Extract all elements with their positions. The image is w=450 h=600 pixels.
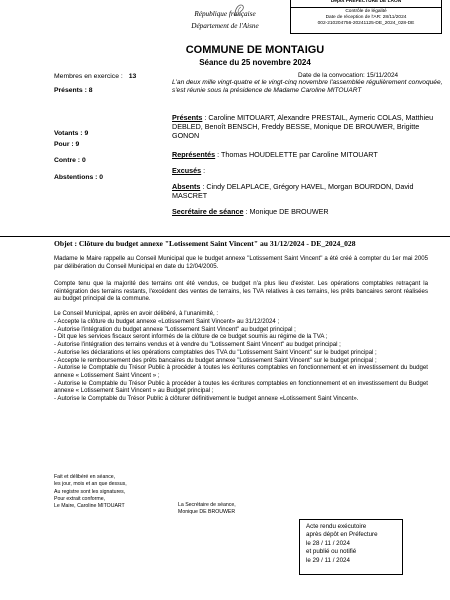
absents-paragraph — [172, 182, 444, 200]
decision-item: - Accepte la clôture du budget annexe «Lotissement Saint Vincent» au 31/12/2024 ; — [54, 318, 280, 325]
decision-item: - Autorise le Comptable du Trésor Public à procéder à toutes les écritures comptables en fonctionnement et en investissement du Budget annexe « Lotissement Saint Vincent » au Budget principal ; — [54, 379, 428, 395]
header-republique — [170, 8, 280, 32]
seance-date: Séance du 25 novembre 2024 — [199, 58, 311, 67]
absents-text: : Cindy DELAPLACE, Grégory HAVEL, Morgan BOURDON, David MASCRET — [172, 182, 414, 201]
stamp-date-reception: Date de réception de l'AR: 28/11/2024 — [325, 15, 407, 20]
acte-date-publication: le 29 / 11 / 2024 — [306, 556, 350, 564]
signature-line: Le Maire, Caroline MITOUART — [54, 503, 125, 510]
body-paragraph-3: Le Conseil Municipal, après en avoir délibéré, à l'unanimité, : — [54, 310, 219, 317]
acte-executoire-box — [299, 519, 403, 575]
divider-line — [0, 236, 450, 237]
commune-title: COMMUNE DE MONTAIGU — [185, 44, 325, 56]
contre-count: Contre : 0 — [54, 157, 86, 164]
secretaire-text: : Monique DE BROUWER — [243, 207, 329, 216]
stamp-identifiant: 002-210204756-20241125-DE_2024_028-DE — [317, 21, 415, 26]
presents-count: Présents : 8 — [54, 87, 93, 94]
marianne-logo-icon — [232, 3, 246, 17]
body-paragraph-1: Madame le Maire rappelle au Conseil Municipal que le budget annexe "Lotissement Saint Vincent" a été créé à compter du 1er mai 2005 par délibération du Conseil Municipal en date du 12/04/2005. — [54, 255, 428, 270]
decision-item: - Dit que les services fiscaux seront informés de la clôture de ce budget soumis au régime de la TVA ; — [54, 333, 328, 341]
acte-line: après dépôt en Préfecture — [306, 531, 378, 539]
signature-line: Monique DE BROUWER — [178, 509, 236, 516]
presents-label: Présents — [172, 113, 203, 122]
representes-paragraph — [172, 150, 444, 159]
presents-paragraph — [172, 113, 444, 141]
departement-text: Département de l'Aisne — [191, 22, 259, 30]
abstentions-count: Abstentions : 0 — [54, 174, 104, 181]
decision-item: - Autorise les déclarations et les opérations comptables des TVA du "Lotissement Saint Vincent" sur le budget principal ; — [54, 348, 377, 356]
republique-text: République française — [194, 10, 256, 18]
absents-label: Absents — [172, 182, 201, 191]
acte-date-depot: le 28 / 11 / 2024 — [306, 539, 350, 547]
objet-title: Objet : Clôture du budget annexe "Lotissement Saint Vincent" au 31/12/2024 - DE_2024_028 — [54, 239, 356, 248]
acte-line: Acte rendu exécutoire — [306, 523, 367, 530]
members-label: Membres en exercice : — [54, 73, 123, 80]
signature-line: La Secrétaire de séance, — [178, 502, 236, 508]
decision-item: - Autorise le Comptable du Trésor Public à clôturer définitivement le budget annexe «Lotissement Saint Vincent». — [54, 395, 359, 403]
signature-block-maire — [54, 474, 174, 510]
members-value: 13 — [128, 73, 137, 80]
signature-line: les jour, mois et an que dessus, — [54, 481, 127, 488]
signature-block-secretaire — [178, 502, 298, 517]
pour-count: Pour : 9 — [54, 141, 80, 148]
decision-item: - Autorise l'intégration des terrains vendus et à vendre du "Lotissement Saint Vincent" au budget principal ; — [54, 341, 341, 349]
stamp-controle: Contrôle de légalité — [345, 9, 387, 14]
convocation-date: Date de la convocation: 15/11/2024 — [298, 72, 399, 79]
secretaire-label: Secrétaire de séance — [172, 207, 244, 216]
members-count — [54, 73, 136, 80]
representes-label: Représentés — [172, 150, 216, 159]
decision-item: - Autorise l'intégration du budget annexe "Lotissement Saint Vincent" au budget principal ; — [54, 325, 296, 333]
signature-line: Au registre sont les signatures, — [54, 488, 126, 495]
decision-item: - Accepte le remboursement des prêts bancaires du budget annexe "Lotissement Saint Vincent" sur le budget principal ; — [54, 356, 377, 364]
votants-count: Votants : 9 — [54, 130, 89, 137]
representes-text: : Thomas HOUDELETTE par Caroline MITOUART — [215, 150, 378, 159]
secretaire-paragraph — [172, 207, 444, 216]
body-paragraph-2: Compte tenu que la majorité des terrains ont été vendus, ce budget n'a plus lieu d'exister. Les opérations comptables retraçant la réintégration des terrains restants, l'excédent des ventes de terrains, les TVA relatives à ces terrains, les prêts bancaires seront réalisées au budget principal de la commune. — [54, 280, 428, 303]
excuses-text: : — [201, 166, 206, 175]
decision-item: - Autorise le Comptable du Trésor Public à procéder à toutes les écritures comptables en fonctionnement et en investissement du budget annexe « Lotissement Saint Vincent » ; — [54, 364, 428, 379]
decision-list — [54, 318, 428, 403]
signature-line: Pour extrait conforme, — [54, 495, 106, 502]
acte-line: et publié ou notifié — [306, 548, 357, 556]
intro-text: L'an deux mille vingt-quatre et le vingt-cinq novembre l'assemblée régulièrement convoquée, s'est réunie sous la présidence de Madame Caroline MITOUART — [172, 79, 443, 95]
signature-line: Fait et délibéré en séance, — [54, 474, 116, 480]
excuses-paragraph — [172, 166, 444, 175]
prefecture-stamp — [290, 0, 442, 34]
excuses-label: Excusés — [172, 166, 202, 175]
stamp-depot: Dépôt PREFECTURE DE LAON — [291, 0, 441, 8]
presents-text: : Caroline MITOUART, Alexandre PRESTAIL, Aymeric COLAS, Matthieu DEBLED, Benoît BENSCH, Freddy BESSE, Monique DE BROUWER, Brigitte GONON — [172, 113, 434, 141]
